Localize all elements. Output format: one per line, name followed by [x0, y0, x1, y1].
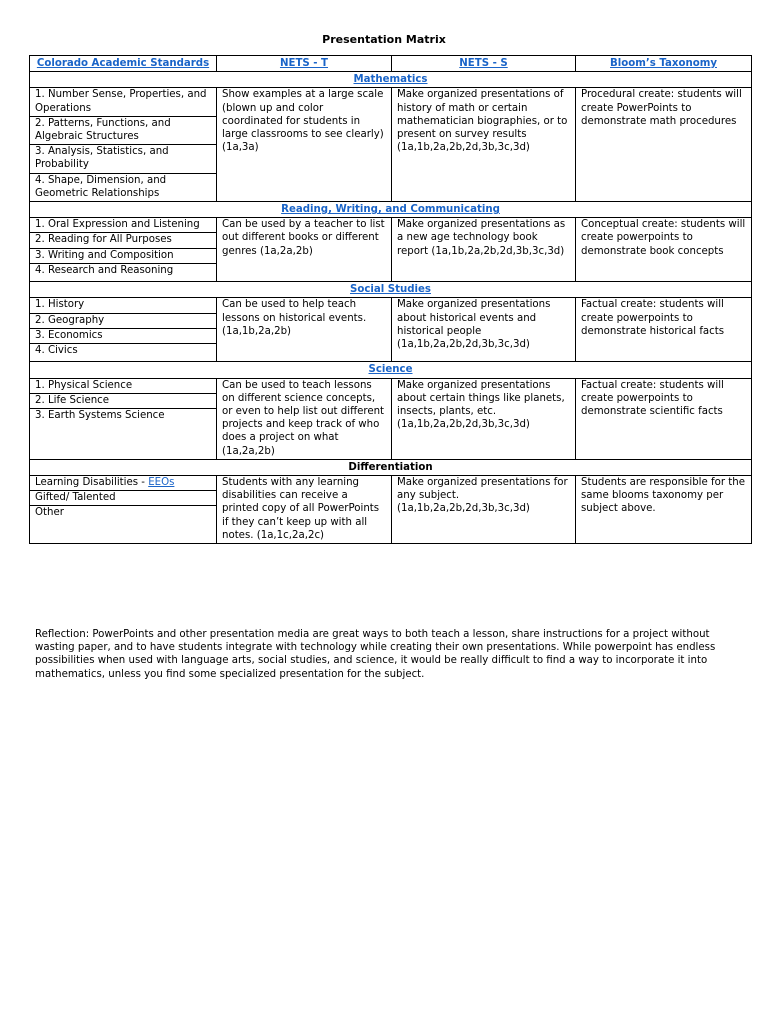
content-row-reading: [30, 218, 752, 282]
header-nets-s[interactable]: NETS - S: [392, 56, 576, 72]
nets-t-cell: Show examples at a large scale (blown up and color coordinated for students in large classrooms to see clearly) (1a,3a): [217, 88, 392, 202]
header-row: [30, 56, 752, 72]
section-row-science: [30, 362, 752, 378]
section-row-differentiation: [30, 459, 752, 475]
learning-disabilities-label: Learning Disabilities -: [35, 477, 149, 489]
nets-t-cell: Students with any learning disabilities can receive a printed copy of all PowerPoints if they can’t keep up with all notes. (1a,1c,2a,2c): [217, 476, 392, 544]
blooms-cell: Students are responsible for the same blooms taxonomy per subject above.: [576, 476, 752, 544]
section-row-reading: [30, 202, 752, 218]
section-title-differentiation: Differentiation: [30, 459, 752, 475]
standards-list-reading: [30, 218, 217, 282]
content-row-social-studies: [30, 298, 752, 362]
nets-s-cell: Make organized presentations about certain things like planets, insects, plants, etc. (1a,1b,2a,2b,2d,3b,3c,3d): [392, 378, 576, 459]
section-title-science[interactable]: Science: [30, 362, 752, 378]
differentiation-item-gifted: Gifted/ Talented: [30, 491, 216, 506]
blooms-cell: Factual create: students will create powerpoints to demonstrate historical facts: [576, 298, 752, 362]
nets-t-cell: Can be used to help teach lessons on historical events. (1a,1b,2a,2b): [217, 298, 392, 362]
standard-item: 1. Physical Science: [30, 379, 216, 394]
document-title: Presentation Matrix: [322, 33, 446, 46]
section-title-mathematics[interactable]: Mathematics: [30, 72, 752, 88]
header-nets-t[interactable]: NETS - T: [217, 56, 392, 72]
standard-item: 3. Analysis, Statistics, and Probability: [30, 145, 216, 173]
blooms-cell: Factual create: students will create powerpoints to demonstrate scientific facts: [576, 378, 752, 459]
blooms-cell: Procedural create: students will create PowerPoints to demonstrate math procedures: [576, 88, 752, 202]
standard-item: 2. Geography: [30, 314, 216, 329]
content-row-mathematics: [30, 88, 752, 202]
standard-item: 2. Life Science: [30, 394, 216, 409]
differentiation-item-other: Other: [35, 507, 64, 519]
standards-list-science: [30, 378, 217, 459]
presentation-matrix-table: [29, 55, 752, 544]
section-row-mathematics: [30, 72, 752, 88]
standard-item: 1. History: [30, 298, 216, 313]
standard-item: 2. Patterns, Functions, and Algebraic Structures: [30, 117, 216, 145]
eeos-link[interactable]: EEOs: [148, 477, 175, 489]
standard-item: 4. Research and Reasoning: [35, 264, 174, 276]
standard-item: 1. Number Sense, Properties, and Operations: [30, 88, 216, 116]
nets-t-cell: Can be used to teach lessons on different science concepts, or even to help list out different projects and keep track of who does a project on what (1a,2a,2b): [217, 378, 392, 459]
header-blooms-taxonomy[interactable]: Bloom’s Taxonomy: [576, 56, 752, 72]
differentiation-item-learning-disabilities: [30, 476, 216, 491]
standards-list-social-studies: [30, 298, 217, 362]
content-row-science: [30, 378, 752, 459]
section-title-reading[interactable]: Reading, Writing, and Communicating: [30, 202, 752, 218]
differentiation-list: [30, 476, 217, 544]
standard-item: 4. Shape, Dimension, and Geometric Relationships: [35, 174, 167, 199]
nets-s-cell: Make organized presentations as a new age technology book report (1a,1b,2a,2b,2d,3b,3c,3d): [392, 218, 576, 282]
standard-item: 3. Earth Systems Science: [35, 410, 165, 422]
nets-s-cell: Make organized presentations for any subject. (1a,1b,2a,2b,2d,3b,3c,3d): [392, 476, 576, 544]
blooms-cell: Conceptual create: students will create powerpoints to demonstrate book concepts: [576, 218, 752, 282]
nets-t-cell: Can be used by a teacher to list out different books or different genres (1a,2a,2b): [217, 218, 392, 282]
content-row-differentiation: [30, 476, 752, 544]
nets-s-cell: Make organized presentations about historical events and historical people (1a,1b,2a,2b,2d,3b,3c,3d): [392, 298, 576, 362]
standard-item: 3. Economics: [30, 329, 216, 344]
standards-list-mathematics: [30, 88, 217, 202]
section-title-social-studies[interactable]: Social Studies: [30, 282, 752, 298]
standard-item: 1. Oral Expression and Listening: [30, 218, 216, 233]
standard-item: 4. Civics: [35, 345, 78, 357]
standard-item: 3. Writing and Composition: [30, 249, 216, 264]
header-colorado-standards[interactable]: Colorado Academic Standards: [30, 56, 217, 72]
section-row-social-studies: [30, 282, 752, 298]
reflection-paragraph: Reflection: PowerPoints and other presentation media are great ways to both teach a lesson, share instructions for a project without wasting paper, and to have students integrate with technology while creating their own presentations. While powerpoint has endless possibilities when used with language arts, social studies, and science, it would be really difficult to find a way to incorporate it into mathematics, unless you find some specialized presentation for the subject.: [35, 629, 716, 680]
nets-s-cell: Make organized presentations of history of math or certain mathematician biographies, or to present on survey results (1a,1b,2a,2b,2d,3b,3c,3d): [392, 88, 576, 202]
standard-item: 2. Reading for All Purposes: [30, 233, 216, 248]
